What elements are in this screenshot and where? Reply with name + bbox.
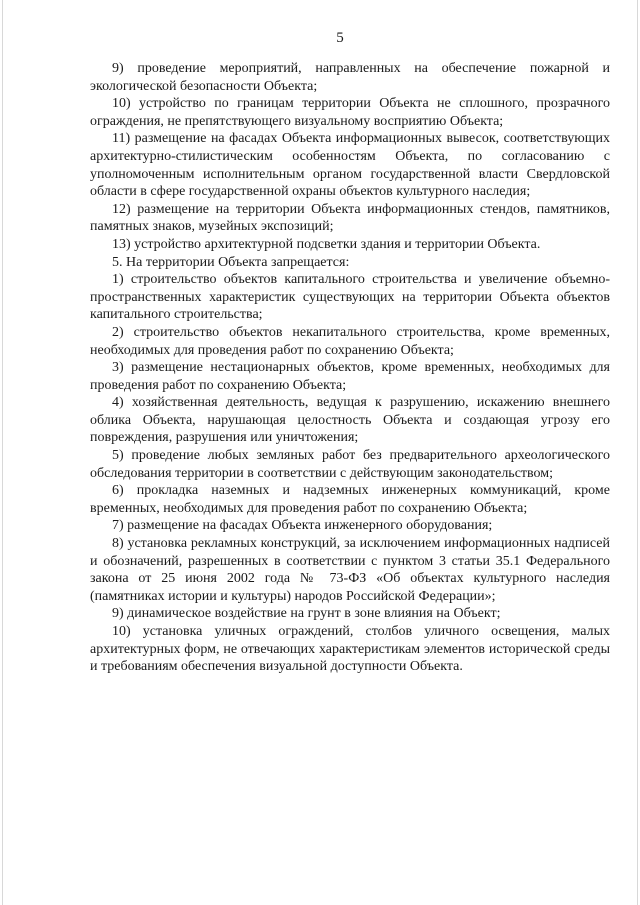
prohibited-item-6: 6) прокладка наземных и надземных инженерных коммуникаций, кроме временных, необходимых для проведения работ по сохранению Объекта; <box>90 483 610 516</box>
page-number: 5 <box>336 30 344 46</box>
item-11-signs: 11) размещение на фасадах Объекта информационных вывесок, соответствующих архитектурно-стилистическим особенностям Объекта, по согласованию с уполномоченным исполнительным органом государственной власти Свердловской области в сфере государственной охраны объектов культурного наследия; <box>90 131 610 200</box>
item-13-lighting: 13) устройство архитектурной подсветки здания и территории Объекта. <box>112 236 541 252</box>
prohibited-item-10: 10) установка уличных ограждений, столбов уличного освещения, малых архитектурных форм, не отвечающих характеристикам элементов исторической среды и требованиям обеспечения визуальной доступности Объекта. <box>90 624 610 675</box>
scan-edge-right <box>637 0 638 905</box>
section-5-heading: 5. На территории Объекта запрещается: <box>112 254 350 270</box>
prohibited-item-3: 3) размещение нестационарных объектов, кроме временных, необходимых для проведения работ по сохранению Объекта; <box>90 360 610 393</box>
item-12-stands: 12) размещение на территории Объекта информационных стендов, памятников, памятных знаков, музейных экспозиций; <box>90 201 610 235</box>
prohibited-item-5: 5) проведение любых земляных работ без предварительного археологического обследования территории в соответствии с действующим законодательством; <box>90 448 610 481</box>
prohibited-item-1: 1) строительство объектов капитального строительства и увеличение объемно-пространственных характеристик существующих на территории Объекта объектов капитального строительства; <box>90 272 610 323</box>
item-9-fire-safety: 9) проведение мероприятий, направленных на обеспечение пожарной и экологической безопасности Объекта; <box>90 61 610 94</box>
scan-edge-left <box>2 0 3 905</box>
prohibited-item-4: 4) хозяйственная деятельность, ведущая к разрушению, искажению внешнего облика Объекта, нарушающая целостность Объекта и создающая угрозу его повреждения, разрушения или уничтожения; <box>90 395 610 446</box>
item-10-fence: 10) устройство по границам территории Объекта не сплошного, прозрачного ограждения, не препятствующего визуальному восприятию Объекта; <box>90 96 610 129</box>
document-body <box>90 60 610 676</box>
prohibited-item-8: 8) установка рекламных конструкций, за исключением информационных надписей и обозначений, разрешенных в соответствии с пунктом 3 статьи 35.1 Федерального закона от 25 июня 2002 года № 73-ФЗ «Об объектах культурного наследия (памятниках истории и культуры) народов Российской Федерации»; <box>90 536 610 604</box>
prohibited-item-7: 7) размещение на фасадах Объекта инженерного оборудования; <box>112 518 493 534</box>
prohibited-item-2: 2) строительство объектов некапитального строительства, кроме временных, необходимых для проведения работ по сохранению Объекта; <box>90 324 610 358</box>
prohibited-item-9: 9) динамическое воздействие на грунт в зоне влияния на Объект; <box>112 606 501 622</box>
